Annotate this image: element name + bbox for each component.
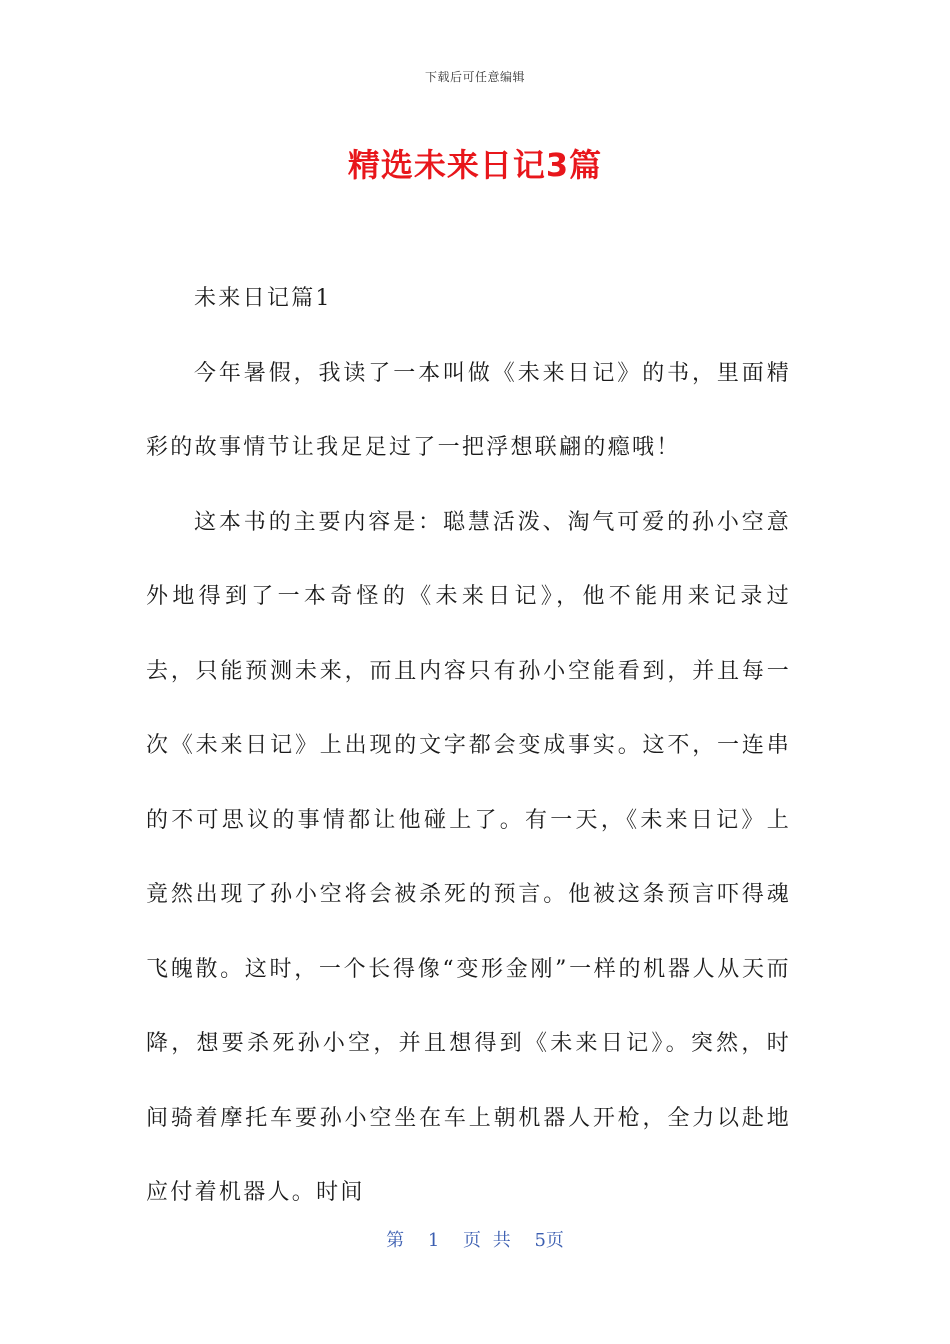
document-body [146, 262, 791, 1231]
page-header-note: 下载后可任意编辑 [424, 70, 525, 84]
footer-prefix: 第 [386, 1230, 405, 1251]
section-heading: 未来日记篇1 [194, 286, 332, 311]
footer-current-page: 1 [427, 1230, 440, 1251]
footer-total-pages: 5页 [534, 1230, 564, 1251]
paragraph-1: 今年暑假，我读了一本叫做《未来日记》的书，里面精彩的故事情节让我足足过了一把浮想联翩的瘾哦！ [146, 360, 791, 460]
footer-middle: 页 共 [463, 1230, 511, 1251]
page-number-footer [0, 1226, 950, 1252]
document-title: 精选未来日记3篇 [347, 146, 603, 184]
paragraph-2: 这本书的主要内容是：聪慧活泼、淘气可爱的孙小空意外地得到了一本奇怪的《未来日记》，他不能用来记录过去，只能预测未来，而且内容只有孙小空能看到，并且每一次《未来日记》上出现的文字都会变成事实。这不，一连串的不可思议的事情都让他碰上了。有一天，《未来日记》上竟然出现了孙小空将会被杀死的预言。他被这条预言吓得魂飞魄散。这时，一个长得像“变形金刚”一样的机器人从天而降，想要杀死孙小空，并且想得到《未来日记》。突然，时间骑着摩托车要孙小空坐在车上朝机器人开枪，全力以赴地应付着机器人。时间 [146, 509, 791, 1205]
